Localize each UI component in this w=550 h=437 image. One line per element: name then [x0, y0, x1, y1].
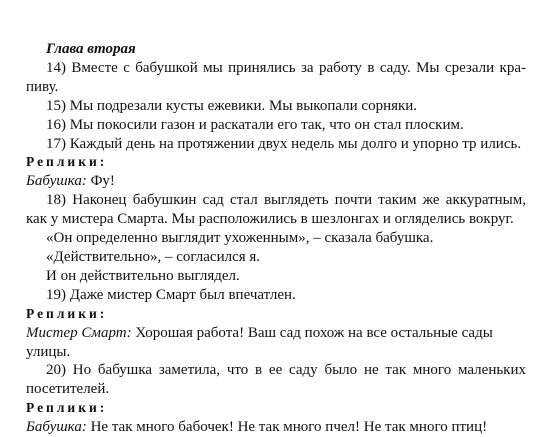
reply-2-speaker: Мистер Смарт: [26, 324, 132, 341]
quote-3: И он действительно выглядел. [46, 267, 240, 284]
paragraph-18-line-1: 18) Наконец бабушкин сад стал выглядеть почти таким же аккуратным, [46, 192, 526, 209]
reply-3-text: Не так много бабочек! Не так много пчел! Не так много птиц! [86, 419, 488, 436]
chapter-heading: Глава вторая [46, 41, 136, 57]
paragraph-19: 19) Даже мистер Смарт был впечатлен. [46, 286, 296, 303]
reply-2-line-1 [26, 324, 526, 343]
replies-label-3: Реплики: [26, 400, 108, 416]
paragraph-18-line-2: как у мистера Смарта. Мы расположились в шезлонгах и огляделись вокруг. [26, 211, 514, 228]
paragraph-20-line-1: 20) Но бабушка заметила, что в ее саду было не так много маленьких [46, 362, 526, 379]
reply-2-text: Хорошая работа! Ваш сад похож на все остальные сады [131, 324, 493, 341]
paragraph-15: 15) Мы подрезали кусты ежевики. Мы выкопали сорняки. [46, 97, 418, 114]
reply-1-speaker: Бабушка: [26, 173, 87, 190]
paragraph-14-line-1: 14) Вместе с бабушкой мы принялись за работу в саду. Мы срезали кра- [46, 59, 526, 76]
paragraph-17: 17) Каждый день на протяжении двух недель мы долго и упорно тр ились. [46, 135, 522, 152]
quote-1: «Он определенно выглядит ухоженным», – сказала бабушка. [46, 230, 434, 247]
paragraph-20-line-2: посетителей. [26, 381, 110, 398]
paragraph-16: 16) Мы покосили газон и раскатали его так, что он стал плоским. [46, 116, 464, 133]
reply-1 [26, 172, 526, 191]
paragraph-14-line-2: пиву. [26, 78, 59, 95]
reply-1-text: Фу! [86, 173, 115, 190]
reply-2-line-2: улицы. [26, 343, 71, 360]
reply-3-speaker: Бабушка: [26, 419, 87, 436]
replies-label-1: Реплики: [26, 154, 108, 170]
quote-2: «Действительно», – согласился я. [46, 248, 261, 265]
replies-label-2: Реплики: [26, 305, 108, 321]
reply-3 [26, 418, 526, 437]
